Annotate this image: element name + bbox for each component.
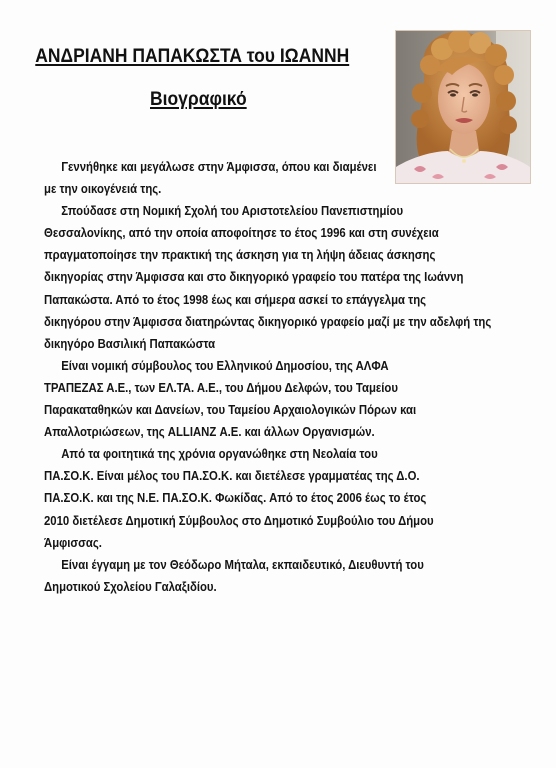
paragraph-line: πραγματοποίησε την πρακτική της άσκηση για τη λήψη άδειας άσκησης: [44, 247, 436, 263]
paragraph-line: Σπούδασε στη Νομική Σχολή του Αριστοτελείου Πανεπιστημίου: [61, 203, 404, 219]
document-title: ΑΝΔΡΙΑΝΗ ΠΑΠΑΚΩΣΤΑ του ΙΩΑΝΝΗ: [35, 46, 350, 67]
paragraph-line: Είναι έγγαμη με τον Θεόδωρο Μήταλα, εκπαιδευτικό, Διευθυντή του: [61, 556, 424, 572]
paragraph-line: ΤΡΑΠΕΖΑΣ Α.Ε., των ΕΛ.ΤΑ. Α.Ε., του Δήμου Δελφών, του Ταμείου: [44, 379, 398, 395]
paragraph-line: Δημοτικού Σχολείου Γαλαξιδίου.: [44, 578, 217, 594]
paragraph-line: δικηγόρου στην Άμφισσα διατηρώντας δικηγορικό γραφείο μαζί με την αδελφή της: [44, 313, 492, 329]
paragraph-line: 2010 διετέλεσε Δημοτική Σύμβουλος στο Δημοτικό Συμβούλιο του Δήμου: [44, 512, 434, 528]
paragraph-line: Απαλλοτριώσεων, της ALLIANZ Α.Ε. και άλλων Οργανισμών.: [44, 424, 375, 440]
paragraph-line: Άμφισσας.: [44, 534, 102, 550]
paragraph-line: Γεννήθηκε και μεγάλωσε στην Άμφισσα, όπου και διαμένει: [61, 159, 377, 174]
document-subtitle: Βιογραφικό: [150, 89, 247, 110]
paragraph-line: δικηγορίας στην Άμφισσα και στο δικηγορικό γραφείο του πατέρα της Ιωάννη: [44, 269, 464, 285]
paragraph-line: ΠΑ.ΣΟ.Κ. και της Ν.Ε. ΠΑ.ΣΟ.Κ. Φωκίδας. Από το έτος 2006 έως το έτος: [44, 490, 427, 506]
paragraph-line: Θεσσαλονίκης, από την οποία αποφοίτησε το έτος 1996 και στη συνέχεια: [44, 225, 439, 241]
paragraph-line: Παπακώστα. Από το έτος 1998 έως και σήμερα ασκεί το επάγγελμα της: [44, 291, 427, 307]
paragraph-line: Παρακαταθηκών και Δανείων, του Ταμείου Αρχαιολογικών Πόρων και: [44, 402, 417, 418]
paragraph-line: ΠΑ.ΣΟ.Κ. Είναι μέλος του ΠΑ.ΣΟ.Κ. και διετέλεσε γραμματέας της Δ.Ο.: [44, 468, 420, 484]
paragraph-line: Είναι νομική σύμβουλος του Ελληνικού Δημοσίου, της ΑΛΦΑ: [61, 357, 389, 373]
biography-text: [44, 156, 504, 598]
paragraph-line: δικηγόρο Βασιλική Παπακώστα: [44, 335, 216, 351]
paragraph-line: Από τα φοιτητικά της χρόνια οργανώθηκε στη Νεολαία του: [61, 446, 378, 462]
paragraph-line: με την οικογένειά της.: [44, 181, 162, 197]
